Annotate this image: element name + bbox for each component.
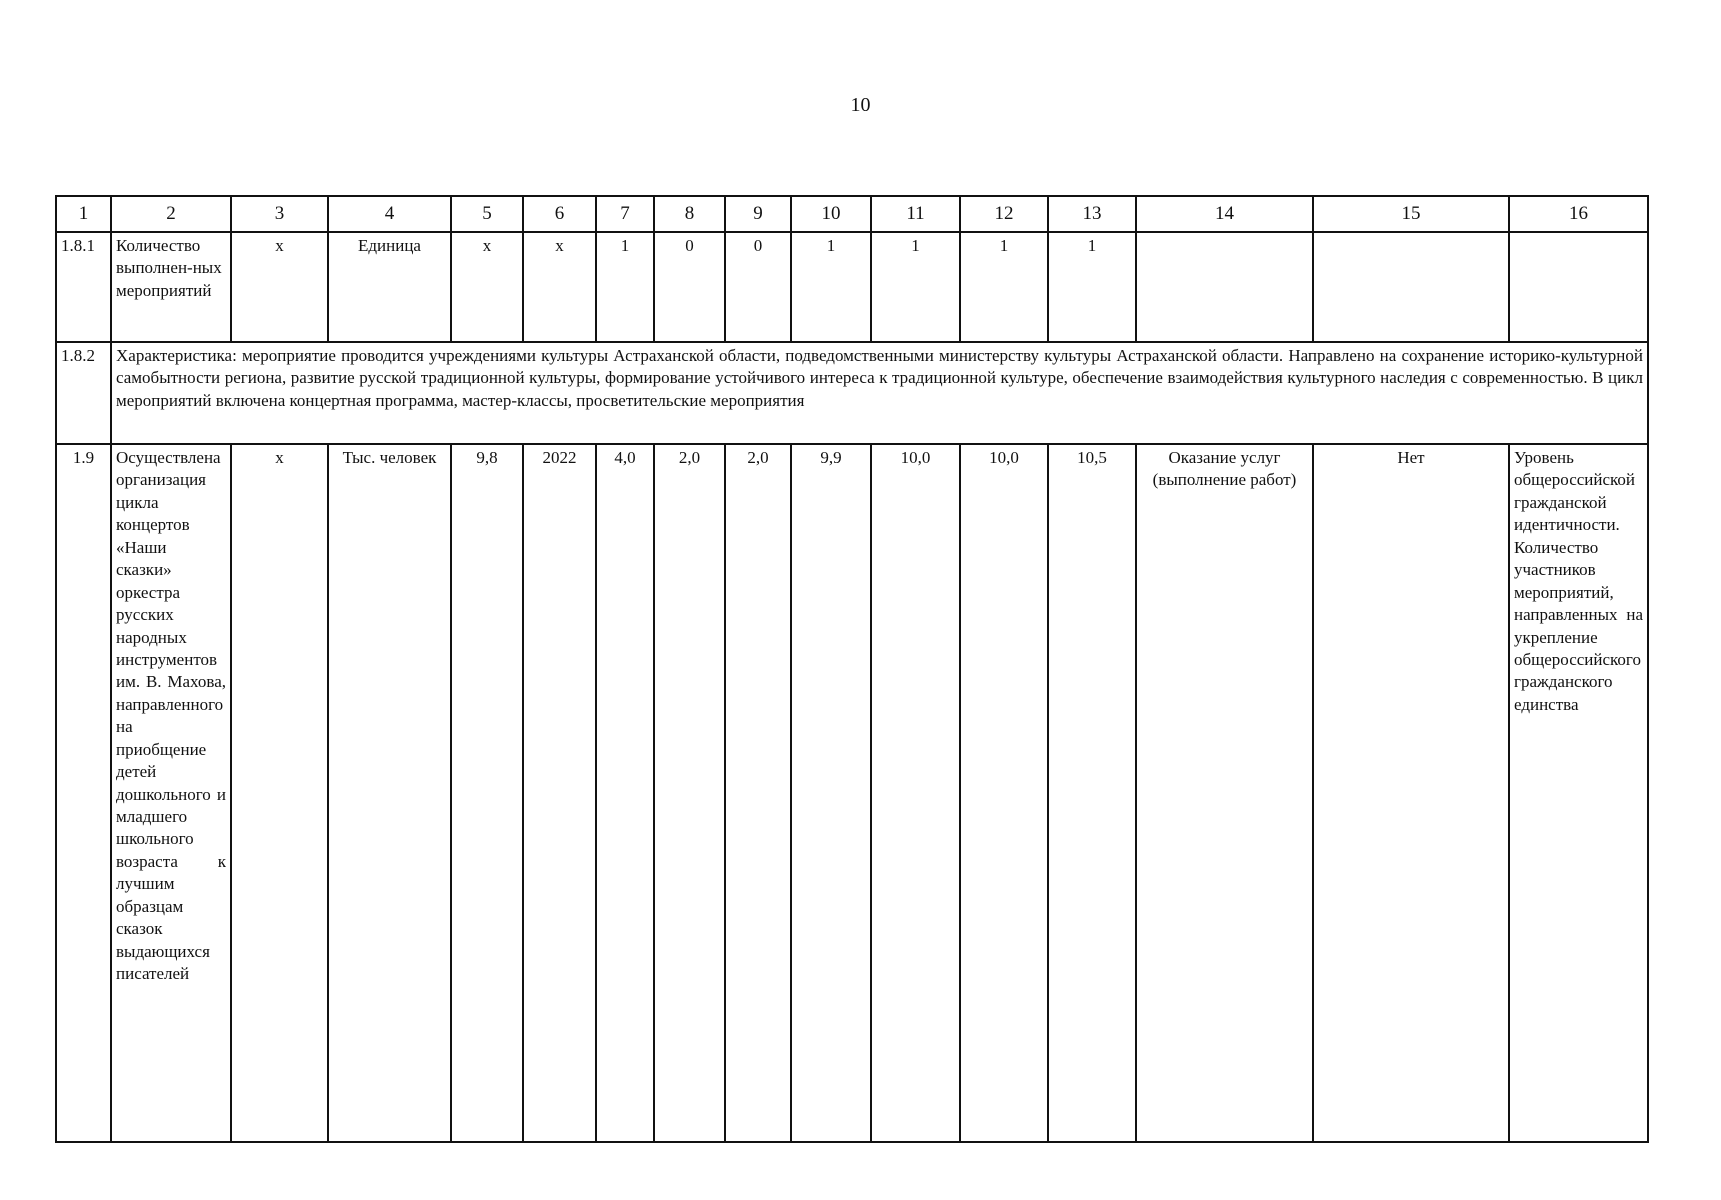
- header-cell: 2: [111, 196, 231, 232]
- cell-col-5: 9,8: [451, 444, 523, 1142]
- cell-col-6: х: [523, 232, 596, 342]
- unit-cell: Тыс. человек: [328, 444, 451, 1142]
- cell-col-6: 2022: [523, 444, 596, 1142]
- header-cell: 11: [871, 196, 960, 232]
- table-row-1-8-2: [56, 342, 1648, 444]
- cell-col-10: 1: [791, 232, 871, 342]
- cell-col-5: х: [451, 232, 523, 342]
- cell-col-13: 10,5: [1048, 444, 1136, 1142]
- cell-col-9: 2,0: [725, 444, 791, 1142]
- characteristic-text: Характеристика: мероприятие проводится учреждениями культуры Астраханской области, подведомственными министерству культуры Астраханской области. Направлено на сохранение историко-культурной самобытности региона, развитие русской традиционной культуры, формирование устойчивого интереса к традиционной культуре, обеспечение взаимодействия культурного наследия с современностью. В цикл мероприятий включена концертная программа, мастер-классы, просветительские мероприятия: [111, 342, 1648, 444]
- cell-col-15: Нет: [1313, 444, 1509, 1142]
- indicators-table: [55, 195, 1649, 1143]
- cell-col-14: Оказание услуг (выполнение работ): [1136, 444, 1313, 1142]
- header-cell: 13: [1048, 196, 1136, 232]
- header-cell: 3: [231, 196, 328, 232]
- header-cell: 15: [1313, 196, 1509, 232]
- cell-col-9: 0: [725, 232, 791, 342]
- unit-cell: Единица: [328, 232, 451, 342]
- cell-col-13: 1: [1048, 232, 1136, 342]
- cell-col-11: 1: [871, 232, 960, 342]
- row-number: 1.8.1: [56, 232, 111, 342]
- header-cell: 8: [654, 196, 725, 232]
- cell-col-7: 4,0: [596, 444, 654, 1142]
- cell-col-8: 2,0: [654, 444, 725, 1142]
- header-cell: 4: [328, 196, 451, 232]
- cell-col-8: 0: [654, 232, 725, 342]
- header-cell: 6: [523, 196, 596, 232]
- row-number: 1.9: [56, 444, 111, 1142]
- cell-col-14: [1136, 232, 1313, 342]
- indicator-name: Количество выполнен-ных мероприятий: [111, 232, 231, 342]
- row-number: 1.8.2: [56, 342, 111, 444]
- header-cell: 14: [1136, 196, 1313, 232]
- table-row-1-9: [56, 444, 1648, 1142]
- header-cell: 9: [725, 196, 791, 232]
- cell-col-11: 10,0: [871, 444, 960, 1142]
- cell-col-3: х: [231, 232, 328, 342]
- indicator-name: Осуществлена организация цикла концертов «Наши сказки» оркестра русских народных инструментов им. В. Махова, направленного на приобщение детей дошкольного и младшего школьного возраста к лучшим образцам сказок выдающихся писателей: [111, 444, 231, 1142]
- header-cell: 12: [960, 196, 1048, 232]
- header-cell: 7: [596, 196, 654, 232]
- cell-col-12: 10,0: [960, 444, 1048, 1142]
- header-cell: 10: [791, 196, 871, 232]
- header-row: [56, 196, 1648, 232]
- header-cell: 1: [56, 196, 111, 232]
- cell-col-15: [1313, 232, 1509, 342]
- header-cell: 16: [1509, 196, 1648, 232]
- header-cell: 5: [451, 196, 523, 232]
- cell-col-12: 1: [960, 232, 1048, 342]
- cell-col-16: [1509, 232, 1648, 342]
- table-row-1-8-1: [56, 232, 1648, 342]
- page-number: 10: [850, 94, 871, 116]
- cell-col-10: 9,9: [791, 444, 871, 1142]
- cell-col-7: 1: [596, 232, 654, 342]
- cell-col-16: Уровень общероссийской гражданской идентичности. Количество участников мероприятий, направленных на укрепление общероссийского гражданского единства: [1509, 444, 1648, 1142]
- cell-col-3: х: [231, 444, 328, 1142]
